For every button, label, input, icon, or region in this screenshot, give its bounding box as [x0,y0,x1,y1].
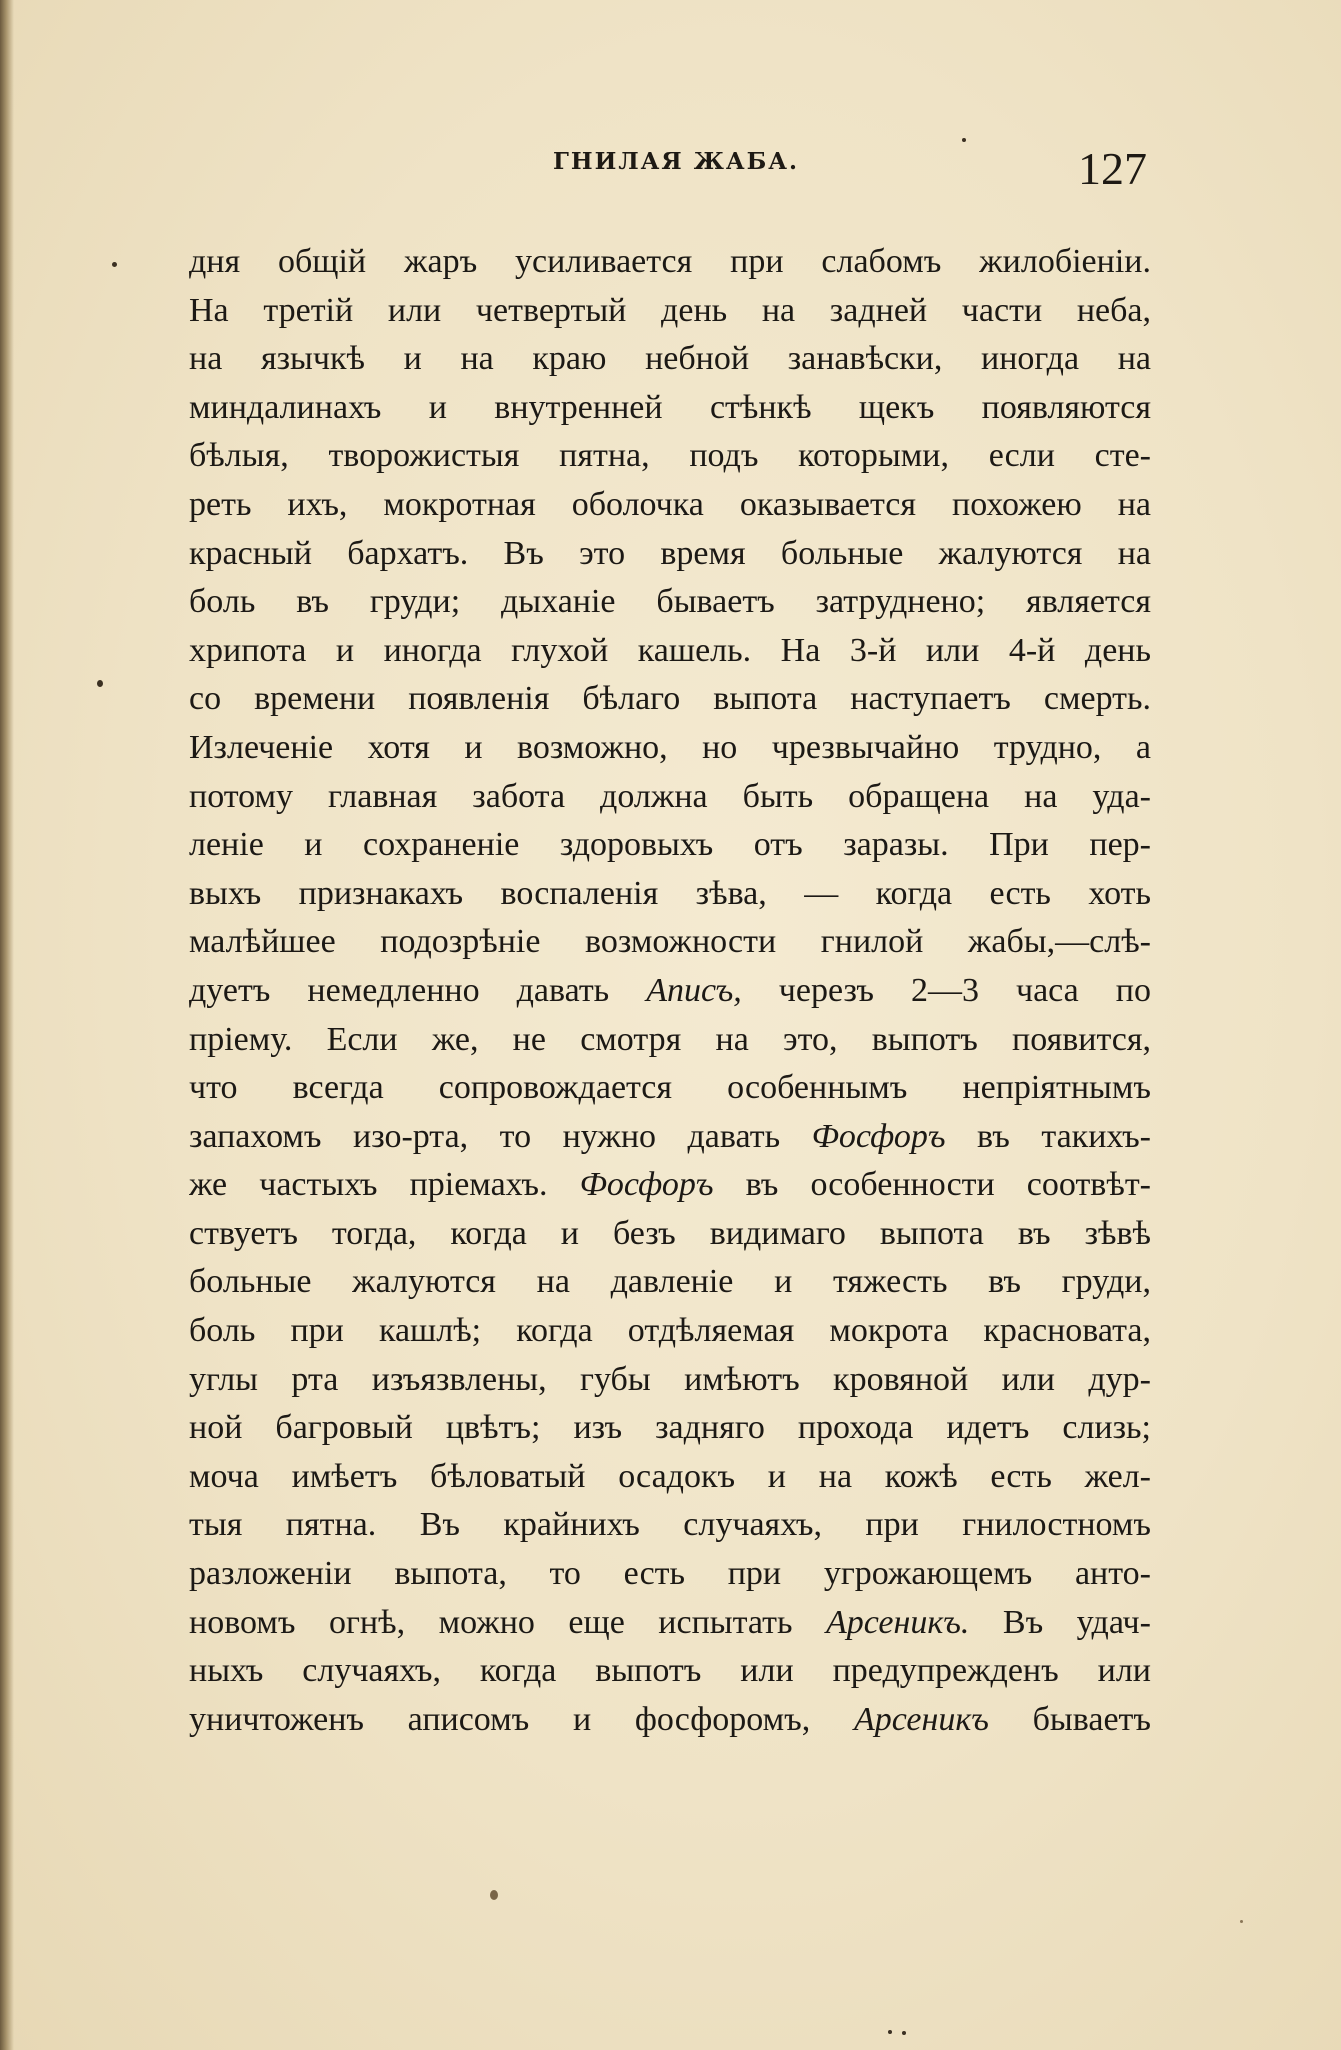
page-number: 127 [1078,143,1147,194]
text-segment: Въ удач- [969,1603,1151,1641]
text-segment: на язычкѣ и на краю небной занавѣски, иногда на [189,340,1151,378]
text-segment: бѣлыя, творожистыя пятна, подъ которыми, если сте- [189,437,1151,475]
text-segment: уничтоженъ аписомъ и фосфоромъ, [189,1700,854,1738]
text-segment: реть ихъ, мокротная оболочка оказывается похожею на [189,485,1151,523]
text-segment: красный бархатъ. Въ это время больные жалуются на [189,534,1151,572]
text-segment: пріему. Если же, не смотря на это, выпотъ появится, [189,1020,1151,1058]
ink-speck [888,2030,892,2034]
ink-speck [112,262,117,267]
body-text [189,238,1151,1744]
text-line [189,1550,1151,1599]
text-segment: ной багровый цвѣтъ; изъ задняго прохода идетъ слизь; [189,1409,1151,1447]
text-segment: со времени появленія бѣлаго выпота наступаетъ смерть. [189,680,1151,718]
text-segment: бываетъ [988,1700,1151,1738]
text-segment: боль при кашлѣ; когда отдѣляемая мокрота красновата, [189,1312,1151,1350]
text-segment: углы рта изъязвлены, губы имѣютъ кровяной или дур- [189,1360,1151,1398]
text-line [189,287,1151,336]
text-line [189,1647,1151,1696]
text-segment: въ особенности соотвѣт- [713,1166,1151,1204]
text-line [189,967,1151,1016]
text-segment: ствуетъ тогда, когда и безъ видимаго выпота въ зѣвѣ [189,1214,1151,1252]
italic-remedy-name: Фосфоръ [579,1166,714,1204]
text-line [189,724,1151,773]
text-segment: больные жалуются на давленіе и тяжесть въ груди, [189,1263,1151,1301]
text-line [189,1258,1151,1307]
text-line [189,530,1151,579]
text-line [189,384,1151,433]
text-segment: дуетъ немедленно давать [189,971,647,1009]
text-segment: малѣйшее подозрѣніе возможности гнилой жабы,—слѣ- [189,923,1151,961]
ink-speck [902,2031,906,2035]
text-segment: потому главная забота должна быть обращена на уда- [189,777,1151,815]
text-line [189,821,1151,870]
binding-gutter-shadow [0,0,14,2050]
text-segment: На третій или четвертый день на задней части неба, [189,291,1151,329]
text-segment: въ такихъ- [945,1117,1151,1155]
text-line [189,481,1151,530]
ink-speck [1240,1920,1243,1923]
text-line [189,1356,1151,1405]
italic-remedy-name: Аписъ, [646,971,742,1009]
text-line [189,675,1151,724]
running-head-title: ГНИЛАЯ ЖАБА. [553,148,800,175]
text-line [189,1453,1151,1502]
ink-speck [97,680,103,687]
text-segment: же частыхъ пріемахъ. [189,1166,580,1204]
text-line [189,1210,1151,1259]
text-line [189,1161,1151,1210]
text-segment: выхъ признакахъ воспаленія зѣва, — когда есть хоть [189,874,1151,912]
text-line [189,432,1151,481]
text-segment: миндалинахъ и внутренней стѣнкѣ щекъ появляются [189,388,1151,426]
text-segment: что всегда сопровождается особеннымъ непріятнымъ [189,1069,1151,1107]
text-segment: хрипота и иногда глухой кашель. На 3-й или 4-й день [189,631,1151,669]
text-line [189,918,1151,967]
text-segment: моча имѣетъ бѣловатый осадокъ и на кожѣ есть жел- [189,1457,1151,1495]
text-line [189,1113,1151,1162]
italic-remedy-name: Арсеникъ. [825,1603,970,1641]
text-line [189,578,1151,627]
ink-speck [490,1890,498,1900]
text-line [189,335,1151,384]
text-line [189,627,1151,676]
text-segment: тыя пятна. Въ крайнихъ случаяхъ, при гнилостномъ [189,1506,1151,1544]
text-segment: боль въ груди; дыханіе бываетъ затруднено; является [189,583,1151,621]
italic-remedy-name: Арсеникъ [853,1700,989,1738]
ink-speck [962,138,966,142]
text-line [189,1307,1151,1356]
text-line [189,1501,1151,1550]
text-line [189,870,1151,919]
text-line [189,1599,1151,1648]
text-segment: новомъ огнѣ, можно еще испытать [189,1603,826,1641]
text-line [189,1696,1151,1745]
text-segment: Излеченіе хотя и возможно, но чрезвычайно трудно, а [189,728,1151,766]
text-segment: запахомъ изо-рта, то нужно давать [189,1117,812,1155]
text-line [189,773,1151,822]
text-segment: леніе и сохраненіе здоровыхъ отъ заразы. При пер- [189,826,1151,864]
text-segment: разложеніи выпота, то есть при угрожающемъ анто- [189,1555,1151,1593]
text-line [189,1404,1151,1453]
text-segment: черезъ 2—3 часа по [741,971,1151,1009]
italic-remedy-name: Фосфоръ [811,1117,946,1155]
text-segment: дня общій жаръ усиливается при слабомъ жилобіеніи. [189,243,1151,280]
text-line [189,1064,1151,1113]
text-line [189,1016,1151,1065]
text-line [189,238,1151,287]
text-segment: ныхъ случаяхъ, когда выпотъ или предупрежденъ или [189,1652,1151,1690]
